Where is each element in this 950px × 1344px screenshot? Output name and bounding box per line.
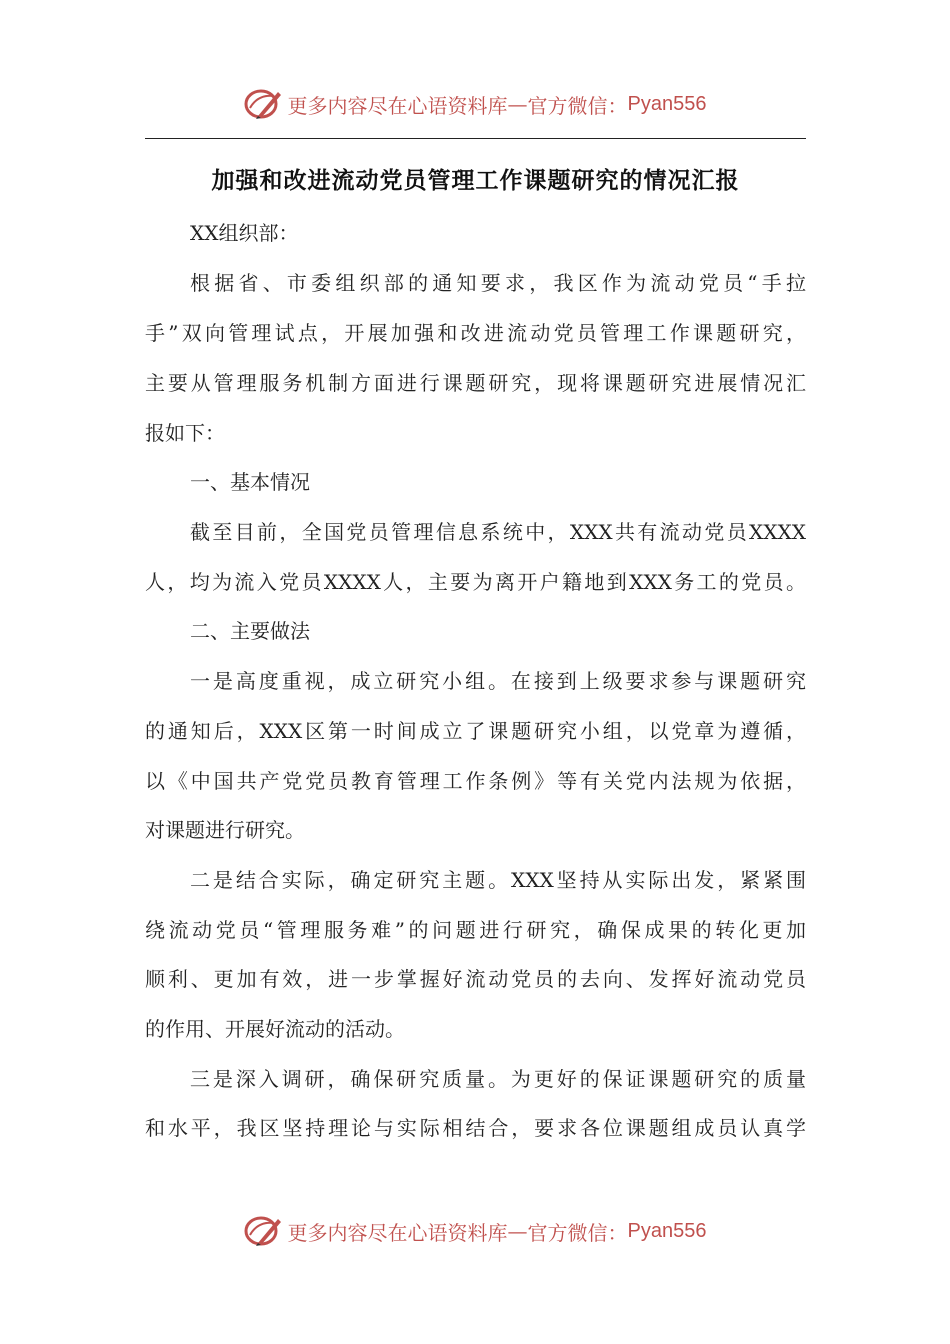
watermark-dash: — — [507, 1219, 528, 1243]
watermark-text: 更多内容尽在心语资料库 — [287, 1220, 508, 1245]
body-line: 根据省、市委组织部的通知要求，我区作为流动党员“手拉 — [190, 271, 806, 295]
body-line: 的作用、开展好流动的活动。 — [145, 1017, 405, 1041]
watermark-wechat-id: Pyan556 — [627, 1219, 707, 1242]
header-watermark — [0, 84, 950, 124]
watermark-text: 更多内容尽在心语资料库 — [287, 93, 508, 118]
body-line: 主要从管理服务机制方面进行课题研究，现将课题研究进展情况汇 — [145, 371, 806, 395]
section-heading: 一、基本情况 — [190, 470, 310, 494]
watermark-wechat-label: 官方微信： — [527, 93, 628, 118]
watermark-wechat-id: Pyan556 — [627, 92, 707, 115]
body-line: 三是深入调研，确保研究质量。为更好的保证课题研究的质量 — [190, 1067, 806, 1091]
document-title: 加强和改进流动党员管理工作课题研究的情况汇报 — [211, 167, 740, 194]
header-divider — [145, 138, 806, 139]
body-line: 绕流动党员“管理服务难”的问题进行研究，确保成果的转化更加 — [145, 918, 806, 942]
salutation: XX组织部： — [190, 221, 299, 245]
watermark-dash: — — [507, 92, 528, 116]
body-line: 人，均为流入党员XXXX人，主要为离开户籍地到XXX务工的党员。 — [145, 570, 806, 594]
body-line: 的通知后，XXX区第一时间成立了课题研究小组，以党章为遵循， — [145, 719, 806, 743]
body-line: 截至目前，全国党员管理信息系统中，XXX共有流动党员XXXX — [190, 520, 806, 544]
body-line: 报如下： — [145, 421, 225, 445]
body-line: 二是结合实际，确定研究主题。XXX坚持从实际出发，紧紧围 — [190, 868, 806, 892]
body-line: 对课题进行研究。 — [145, 818, 305, 842]
watermark-wechat-label: 官方微信： — [527, 1220, 628, 1245]
pen-logo-icon — [244, 86, 284, 122]
section-heading: 二、主要做法 — [190, 619, 310, 643]
body-line: 顺利、更加有效，进一步掌握好流动党员的去向、发挥好流动党员 — [145, 967, 806, 991]
body-line: 一是高度重视，成立研究小组。在接到上级要求参与课题研究 — [190, 669, 806, 693]
pen-logo-icon — [244, 1213, 284, 1249]
body-line: 手”双向管理试点，开展加强和改进流动党员管理工作课题研究， — [145, 321, 806, 345]
footer-watermark — [0, 1211, 950, 1251]
body-line: 和水平，我区坚持理论与实际相结合，要求各位课题组成员认真学 — [145, 1116, 806, 1140]
body-line: 以《中国共产党党员教育管理工作条例》等有关党内法规为依据， — [145, 769, 806, 793]
